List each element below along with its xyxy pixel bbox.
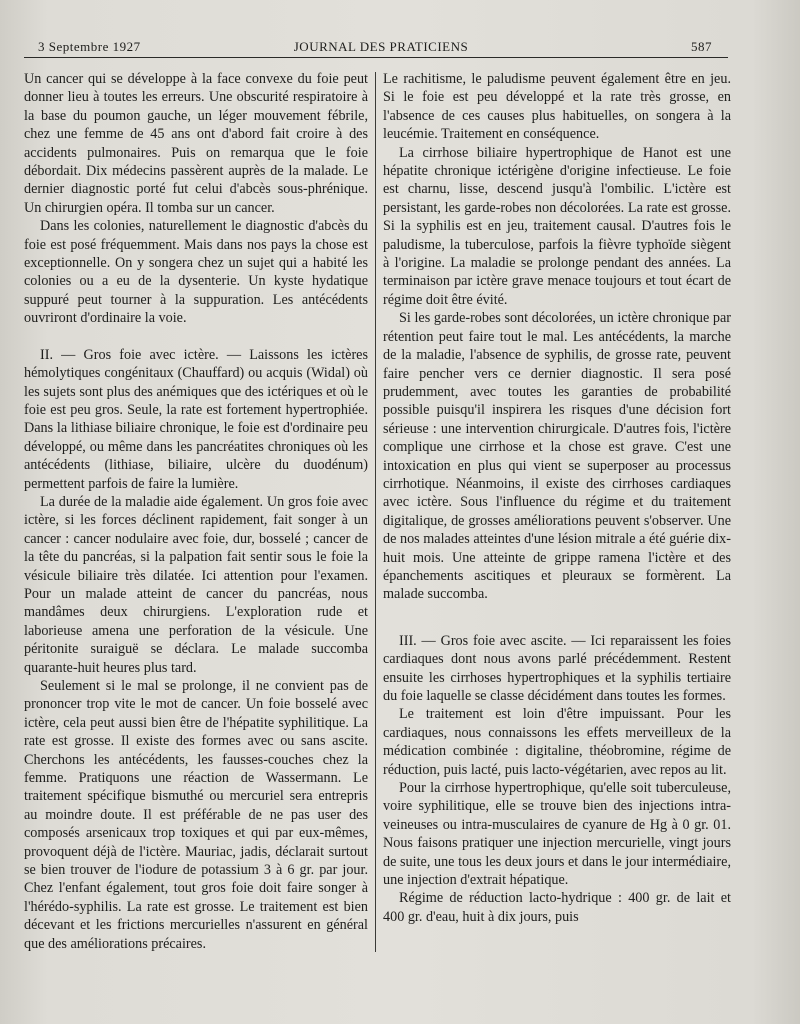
journal-title: JOURNAL DES PRATICIENS [293, 39, 469, 54]
column-separator [375, 72, 376, 952]
paragraph: La durée de la maladie aide également. Un gros foie avec ictère, si les forces déclinent rapidement, fait songer à un cancer : cancer nodulaire avec foie, dur, bosselé ; cancer de la tête du pancréas, si la palpation fait sentir sous le foie la vésicule biliaire très dilatée. Ici attention pour l'examen. Pour un malade atteint de cancer du pancréas, nous mandâmes deux chirurgiens. L'exploration rude et laborieuse amena une perforation de la vésicule. Une péritonite suraiguë se déclara. Le malade succomba quarante-huit heures plus tard. [24, 493, 368, 676]
paragraph: Dans les colonies, naturellement le diagnostic d'abcès du foie est posé fréquemment. Mais dans nos pays la chose est exceptionnelle. On y songera chez un sujet qui a habité les colonies ou a eu de la dysenterie. Un kyste hydatique suppuré peut tourner à la suppuration. Les antécédents ouvriront d'ordinaire la voie. [24, 218, 368, 327]
left-column [24, 70, 368, 953]
page-number: 587 [691, 39, 712, 54]
paragraph: Le rachitisme, le paludisme peuvent également être en jeu. Si le foie est peu développé et la rate très grosse, en l'absence de ces causes plus habituelles, on songera à la leucémie. Traitement en conséquence. [383, 71, 731, 143]
paragraph: Seulement si le mal se prolonge, il ne convient pas de prononcer trop vite le mot de cancer. Un foie bosselé avec ictère, cela peut aussi bien être de l'hépatite syphilitique. La rate est grosse. Il existe des formes avec ou sans ascite. Cherchons les antécédents, les fausses-couches chez la femme. Pratiquons une réaction de Wassermann. Le traitement spécifique bismuthé ou mercuriel sera entrepris au moindre doute. Il est préférable de ne pas user des composés arsenicaux trop toxiques et qui par eux-mêmes, provoquent déjà de l'ictère. Mauriac, jadis, déclarait surtout se bien trouver de l'iodure de potassium 3 à 6 gr. par jour. Chez l'enfant également, tout gros foie doit faire songer à l'hérédo-syphilis. La rate est grosse. Le traitement est bien décevant et les frictions mercurielles n'assurent en général que des améliorations précaires. [24, 678, 368, 952]
paragraph: Le traitement est loin d'être impuissant. Pour les cardiaques, nous connaissons les effets merveilleux de la médication combinée : digitaline, théobromine, régime de réduction, puis lacté, puis lacto-végétarien, avec repos au lit. [383, 706, 731, 778]
paragraph: Un cancer qui se développe à la face convexe du foie peut donner lieu à toutes les erreurs. Une obscurité respiratoire à la base du poumon gauche, un léger mouvement fébrile, chez une femme de 45 ans ont d'abord fait croire à des accidents pulmonaires. Puis on remarqua que le foie débordait. Dix médecins passèrent auprès de la malade. Le dernier diagnostic porté fut celui d'abcès sous-phrénique. Un chirurgien opéra. Il tomba sur un cancer. [24, 71, 368, 216]
running-header [36, 37, 726, 57]
header-date: 3 Septembre 1927 [38, 39, 141, 54]
paragraph: La cirrhose biliaire hypertrophique de Hanot est une hépatite chronique ictérigène d'origine infectieuse. Le foie est charnu, lisse, descend jusqu'à l'ombilic. L'ictère est persistant, les garde-robes non décolorées. La rate est grosse. Si la syphilis est en jeu, traitement causal. D'autres fois le paludisme, la tuberculose, parfois la fièvre typhoïde siègent à l'origine. La maladie se prolonge pendant des années. La terminaison par ictère grave menace toujours et tout écart de régime doit être évité. [383, 144, 731, 308]
section-heading-paragraph: II. — Gros foie avec ictère. — Laissons les ictères hémolytiques congénitaux (Chauffard) ou acquis (Widal) où les sujets sont plus des anémiques que des ictériques et où le foie est peu gros. Seule, la rate est fortement hypertrophiée. Dans la lithiase biliaire chronique, le foie est d'ordinaire peu développé, ou même dans les pancréatites chroniques où les antécédents (lithiase, biliaire, ulcère du duodénum) permettent parfois de faire la lumière. [24, 346, 368, 492]
right-column [383, 70, 731, 926]
paragraph: Régime de réduction lacto-hydrique : 400 gr. de lait et 400 gr. d'eau, huit à dix jours, puis [383, 890, 731, 925]
paragraph: Si les garde-robes sont décolorées, un ictère chronique par rétention peut faire tout le mal. Les antécédents, la marche de la maladie, l'absence de syphilis, de grosse rate, peuvent faire pencher vers ce dernier diagnostic. Il sera posé prudemment, avec toutes les garanties de probabilité possible puisqu'il inspirera les risques d'une décision fort sérieuse : une intervention chirurgicale. D'autres fois, l'ictère complique une cirrhose et la chose est grave. C'est une intoxication en plus qui vient se superposer au processus cirrhotique. Néanmoins, il existe des cirrhoses cardiaques avec ictère. Sous l'influence du régime et du traitement digitalique, de grosses améliorations peuvent s'observer. Une de nos malades atteintes d'une lésion mitrale a été guérie dix-huit mois. Une atteinte de grippe ramena l'ictère et des épanchements ascitiques et pleuraux se formèrent. La malade succomba. [383, 310, 731, 603]
header-rule [24, 57, 728, 58]
section-heading-paragraph: III. — Gros foie avec ascite. — Ici reparaissent les foies cardiaques dont nous avons parlé précédemment. Restent ensuite les cirrhoses hypertrophiques et la syphilis tertiaire du foie laquelle se classe décidément dans toutes les formes. [383, 632, 731, 704]
paragraph: Pour la cirrhose hypertrophique, qu'elle soit tuberculeuse, voire syphilitique, elle se trouve bien des injections intra-veineuses ou intra-musculaires de cyanure de Hg à 0 gr. 01. Nous faisons pratiquer une injection mercurielle, vingt jours de suite, une tous les deux jours et dans le jour intermédiaire, une injection d'extrait hépatique. [383, 780, 731, 889]
